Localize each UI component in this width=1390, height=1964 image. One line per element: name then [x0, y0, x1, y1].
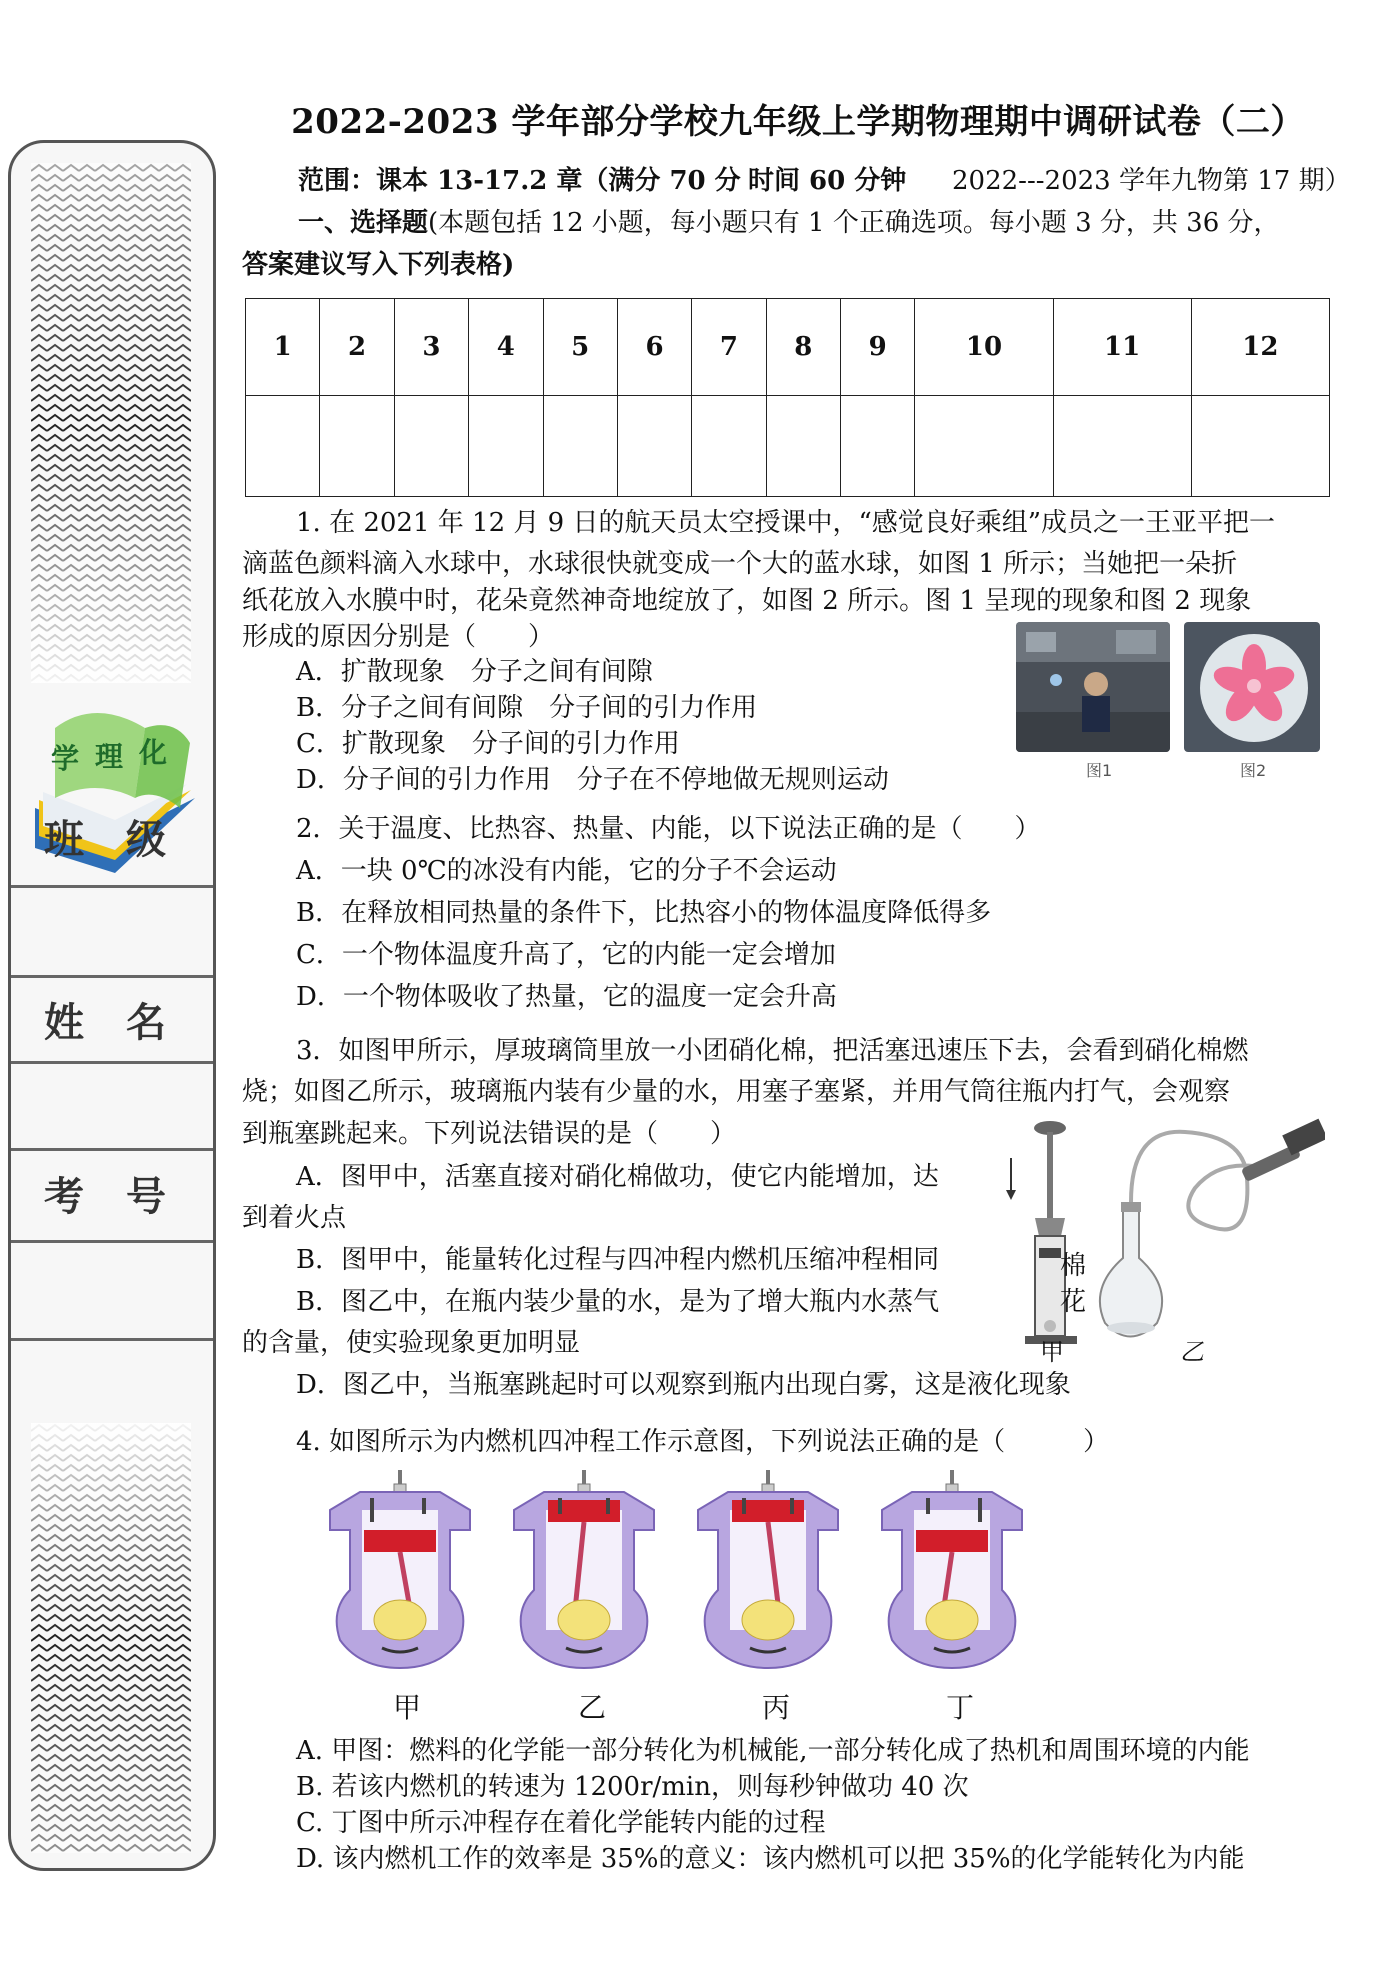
answer-cell[interactable]	[841, 396, 915, 497]
logo-char-1: 学	[51, 742, 80, 775]
section-desc-2: 答案建议写入下列表格)	[242, 250, 515, 280]
divider	[11, 975, 213, 978]
engine-label-jia: 甲	[393, 1691, 422, 1724]
page-title: 2022-2023 学年部分学校九年级上学期物理期中调研试卷（二）	[291, 102, 1305, 142]
q3-option-c-2: 的含量，使实验现象更加明显	[242, 1328, 581, 1358]
fig1-caption: 图1	[1086, 761, 1113, 780]
q3-option-a-2: 到着火点	[242, 1203, 347, 1233]
section-heading	[298, 206, 1280, 240]
engine-diagram	[504, 1470, 664, 1670]
fig-jia-label: 甲	[1040, 1338, 1064, 1366]
answer-cell[interactable]	[394, 396, 468, 497]
logo-char-2: 理	[95, 740, 124, 773]
q3-option-d: D．图乙中，当瓶塞跳起时可以观察到瓶内出现白雾，这是液化现象	[296, 1370, 1071, 1400]
q3-line-1: 3．如图甲所示，厚玻璃筒里放一小团硝化棉，把活塞迅速压下去，会看到硝化棉燃	[296, 1036, 1249, 1066]
q2-option-c: C．一个物体温度升高了，它的内能一定会增加	[296, 940, 836, 970]
answer-cell[interactable]	[246, 396, 320, 497]
answer-cell[interactable]	[915, 396, 1053, 497]
divider	[11, 1148, 213, 1151]
answer-cell[interactable]	[469, 396, 543, 497]
answer-table-header: 7	[692, 299, 766, 396]
section-desc: (本题包括 12 小题，每小题只有 1 个正确选项。每小题 3 分，共 36 分，	[428, 208, 1280, 238]
answer-table-header: 1	[246, 299, 320, 396]
q1-line-3: 纸花放入水膜中时，花朵竟然神奇地绽放了，如图 2 所示。图 1 呈现的现象和图 2 现象	[242, 586, 1252, 616]
answer-cell[interactable]	[543, 396, 617, 497]
answer-cell[interactable]	[617, 396, 691, 497]
q1-line-1: 1. 在 2021 年 12 月 9 日的航天员太空授课中，“感觉良好乘组”成员之一王亚平把一	[296, 508, 1276, 538]
q1-option-b: B．分子之间有间隙 分子间的引力作用	[296, 693, 758, 723]
answer-table	[245, 298, 1330, 497]
q3-line-2: 烧；如图乙所示，玻璃瓶内装有少量的水，用塞子塞紧，并用气筒往瓶内打气，会观察	[242, 1077, 1231, 1107]
exam-range	[298, 164, 741, 198]
divider	[11, 1240, 213, 1243]
engine-diagram	[872, 1470, 1032, 1670]
q4-stem: 4. 如图所示为内燃机四冲程工作示意图，下列说法正确的是（ ）	[296, 1427, 1110, 1457]
q4-option-d: D. 该内燃机工作的效率是 35%的意义：该内燃机可以把 35%的化学能转化为内能	[296, 1844, 1245, 1874]
q4-option-c: C. 丁图中所示冲程存在着化学能转内能的过程	[296, 1808, 826, 1838]
answer-table-header: 9	[841, 299, 915, 396]
range-text: 范围：课本 13-17.2 章（满分 70 分	[298, 166, 741, 196]
answer-table-header: 3	[394, 299, 468, 396]
paper-flower-photo	[1184, 622, 1320, 752]
exam-issue: 2022---2023 学年九物第 17 期）	[952, 166, 1351, 196]
zigzag-pattern-bottom	[31, 1423, 191, 1853]
apparatus-figure	[1005, 1118, 1325, 1358]
answer-table-header: 5	[543, 299, 617, 396]
q1-line-2: 滴蓝色颜料滴入水球中，水球很快就变成一个大的蓝水球，如图 1 所示；当她把一朵折	[242, 549, 1238, 579]
logo-char-3: 化	[139, 736, 168, 769]
divider	[11, 1338, 213, 1341]
q2-stem: 2．关于温度、比热容、热量、内能，以下说法正确的是（ ）	[296, 814, 1041, 844]
answer-table-header: 12	[1191, 299, 1329, 396]
engine-diagram	[320, 1470, 480, 1670]
binding-sidebar	[8, 140, 216, 1871]
q2-option-d: D．一个物体吸收了热量，它的温度一定会升高	[296, 982, 837, 1012]
name-label: 姓 名	[44, 1000, 180, 1046]
cotton-label: 棉花	[1060, 1251, 1087, 1317]
answer-cell[interactable]	[320, 396, 394, 497]
q3-option-b: B．图甲中，能量转化过程与四冲程内燃机压缩冲程相同	[296, 1245, 940, 1275]
fig2-caption: 图2	[1240, 761, 1267, 780]
q1-line-4: 形成的原因分别是（ ）	[242, 622, 555, 652]
engine-label-ding: 丁	[946, 1691, 975, 1724]
answer-cell[interactable]	[766, 396, 840, 497]
answer-cell[interactable]	[1053, 396, 1191, 497]
q2-option-b: B．在释放相同热量的条件下，比热容小的物体温度降低得多	[296, 898, 992, 928]
answer-table-header: 6	[617, 299, 691, 396]
divider	[11, 1061, 213, 1064]
q1-option-a: A．扩散现象 分子之间有间隙	[296, 657, 653, 687]
q4-option-b: B. 若该内燃机的转速为 1200r/min，则每秒钟做功 40 次	[296, 1772, 969, 1802]
id-label: 考 号	[44, 1174, 180, 1220]
q1-option-d: D．分子间的引力作用 分子在不停地做无规则运动	[296, 765, 889, 795]
q3-option-c-1: B．图乙中，在瓶内装少量的水，是为了增大瓶内水蒸气	[296, 1287, 940, 1317]
engine-label-bing: 丙	[762, 1691, 791, 1724]
q3-line-3: 到瓶塞跳起来。下列说法错误的是（ ）	[242, 1119, 737, 1149]
engine-diagrams	[320, 1470, 1040, 1710]
answer-cell[interactable]	[692, 396, 766, 497]
section-title: 一、选择题	[298, 208, 429, 238]
answer-table-header: 8	[766, 299, 840, 396]
answer-cell[interactable]	[1191, 396, 1329, 497]
answer-table-header: 11	[1053, 299, 1191, 396]
q3-option-a-1: A．图甲中，活塞直接对硝化棉做功，使它内能增加，达	[296, 1162, 939, 1192]
engine-label-yi: 乙	[578, 1691, 607, 1724]
divider	[11, 885, 213, 888]
fig-yi-label: 乙	[1180, 1338, 1204, 1366]
q1-option-c: C．扩散现象 分子间的引力作用	[296, 729, 680, 759]
q4-option-a: A. 甲图：燃料的化学能一部分转化为机械能,一部分转化成了热机和周围环境的内能	[296, 1736, 1250, 1766]
engine-diagram	[688, 1470, 848, 1670]
space-station-photo	[1016, 622, 1170, 752]
class-label: 班 级	[44, 817, 180, 863]
answer-table-header: 2	[320, 299, 394, 396]
answer-table-header: 10	[915, 299, 1053, 396]
answer-table-header: 4	[469, 299, 543, 396]
exam-time: 时间 60 分钟	[748, 166, 907, 196]
q2-option-a: A．一块 0℃的冰没有内能，它的分子不会运动	[296, 856, 837, 886]
zigzag-pattern-top	[31, 163, 191, 683]
